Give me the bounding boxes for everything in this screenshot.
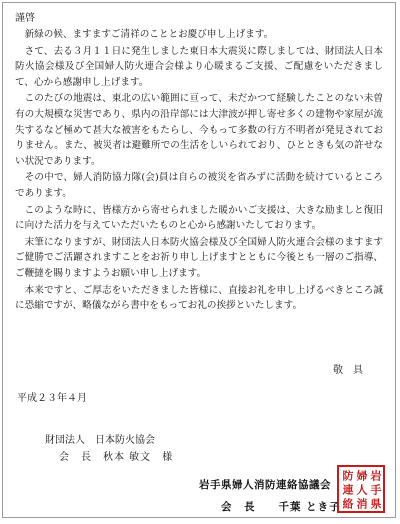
- seal-char: 連: [341, 483, 354, 495]
- letter-greeting: 謹啓: [15, 13, 35, 24]
- recipient-name: 会 長 秋本 敏文 様: [59, 452, 174, 463]
- recipient-organization: 財団法人 日本防火協会: [45, 435, 155, 446]
- sender-organization: 岩手県婦人消防連絡協議会: [199, 479, 331, 491]
- letter-page: [2, 2, 396, 518]
- seal-char: 防: [341, 469, 354, 481]
- paragraph-1: 新緑の候、ますますご清祥のこととお慶び申し上げます。: [24, 29, 274, 40]
- paragraph-3: このたびの地震は、東北の広い範囲に亘って、未だかつて経験したことのない未曽有の大規模な災害であり、県内の沿岸部には大津波が押し寄せ多くの建物や家屋が流失するなど極めて甚大な被害をもたらし、今もって多数の行方不明者が発見されておりません。また、被災者は避難所での生活をしいられており、ひとときも気の許せない状況であります。: [15, 93, 383, 167]
- paragraph-7: 本来ですと、ご厚志をいただきました皆様に、直接お礼を申し上げるべきところ誠に恐縮ですが、略儀ながら書中をもってお礼の挨拶といたします。: [15, 284, 383, 312]
- letter-body: [15, 27, 383, 315]
- paragraph-2: さて、去る３月１１日に発生しました東日本大震災に際しましては、財団法人日本防火協会様及び全国婦人防火連合会様より心暖まるご支援、ご配慮をいただきまして、心から感謝申し上げます。: [15, 45, 383, 88]
- paragraph-6: 末筆になりますが、財団法人日本防火協会様及び全国婦人防火連合会様のますますご健勝でご活躍されますことをお祈り申し上げますとともに今後とも一層のご指導、ご鞭撻を賜りますようお願い申し上げます。: [15, 236, 383, 279]
- paragraph-5: このような時に、皆様方から寄せられました暖かいご支援は、大きな励ましと復旧に向けた活力を与えていただいたものと心から感謝いたしております。: [15, 204, 383, 232]
- letter-date: 平成２３年４月: [17, 393, 87, 404]
- seal-char: 婦: [355, 469, 368, 481]
- seal-char: 手: [369, 483, 382, 495]
- seal-char: 岩: [369, 469, 382, 481]
- seal-char: 絡: [341, 497, 354, 509]
- seal-char: 人: [355, 483, 368, 495]
- seal-char: 県: [369, 497, 382, 509]
- sender-name: 会 長 千葉 とき子: [221, 501, 341, 513]
- letter-closing: 敬 具: [333, 365, 363, 376]
- seal-char: 消: [355, 497, 368, 509]
- paragraph-4: その中で、婦人消防協力隊(会)員は自らの被災を省みずに活動を続けているところであります。: [15, 172, 383, 199]
- seal-stamp-icon: [337, 465, 385, 513]
